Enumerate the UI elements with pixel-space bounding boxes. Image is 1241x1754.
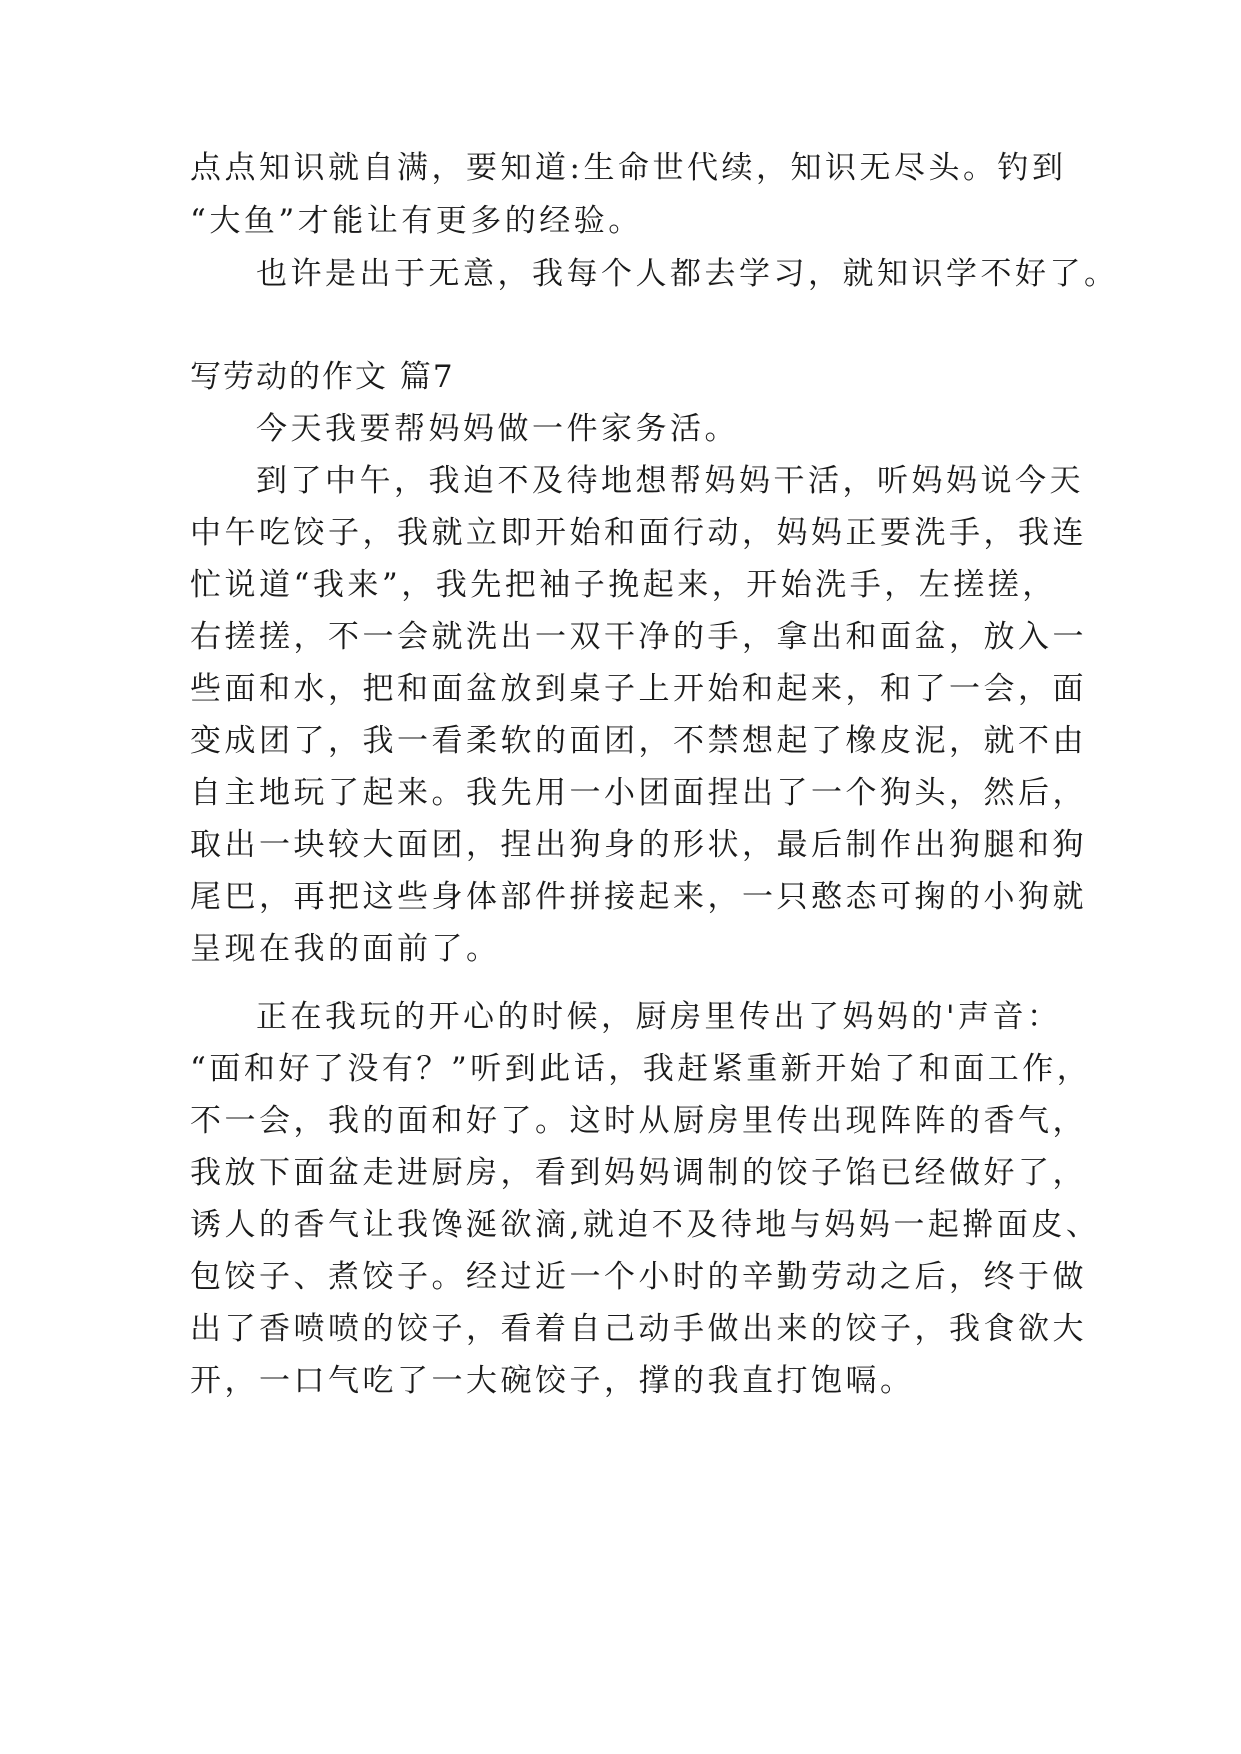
paragraph-line: 开，一口气吃了一大碗饺子，撑的我直打饱嗝。 (190, 1363, 915, 1399)
paragraph-line: 变成团了，我一看柔软的面团，不禁想起了橡皮泥，就不由 (190, 723, 1087, 759)
paragraph-line: 呈现在我的面前了。 (190, 931, 501, 967)
paragraph-line: 点点知识就自满，要知道:生命世代续，知识无尽头。钓到 (190, 150, 1067, 186)
paragraph-line: 些面和水，把和面盆放到桌子上开始和起来，和了一会，面 (190, 671, 1087, 707)
paragraph-line: 出了香喷喷的饺子，看着自己动手做出来的饺子，我食欲大 (190, 1311, 1087, 1347)
paragraph-line: 自主地玩了起来。我先用一小团面捏出了一个狗头，然后， (190, 775, 1087, 811)
paragraph-line: 忙说道“我来”，我先把袖子挽起来，开始洗手，左搓搓， (190, 567, 1057, 603)
paragraph-line: 也许是出于无意，我每个人都去学习，就知识学不好了。 (256, 256, 1119, 292)
section-heading: 写劳动的作文 篇7 (190, 359, 455, 395)
paragraph-line: 中午吃饺子，我就立即开始和面行动，妈妈正要洗手，我连 (190, 515, 1087, 551)
paragraph-line: 我放下面盆走进厨房，看到妈妈调制的饺子馅已经做好了， (190, 1155, 1087, 1191)
paragraph-line: “面和好了没有？”听到此话，我赶紧重新开始了和面工作， (190, 1051, 1092, 1087)
paragraph-line: “大鱼”才能让有更多的经验。 (190, 203, 643, 239)
paragraph-line: 不一会，我的面和好了。这时从厨房里传出现阵阵的香气， (190, 1103, 1087, 1139)
paragraph-line: 正在我玩的开心的时候，厨房里传出了妈妈的'声音： (256, 999, 1062, 1035)
paragraph-line: 今天我要帮妈妈做一件家务活。 (256, 411, 739, 447)
paragraph-line: 到了中午，我迫不及待地想帮妈妈干活，听妈妈说今天 (256, 463, 1084, 499)
paragraph-line: 尾巴，再把这些身体部件拼接起来，一只憨态可掬的小狗就 (190, 879, 1087, 915)
paragraph-line: 取出一块较大面团，捏出狗身的形状，最后制作出狗腿和狗 (190, 827, 1087, 863)
paragraph-line: 包饺子、煮饺子。经过近一个小时的辛勤劳动之后，终于做 (190, 1259, 1087, 1295)
paragraph-line: 右搓搓，不一会就洗出一双干净的手，拿出和面盆，放入一 (190, 619, 1087, 655)
paragraph-line: 诱人的香气让我馋涎欲滴,就迫不及待地与妈妈一起擀面皮、 (190, 1207, 1101, 1243)
